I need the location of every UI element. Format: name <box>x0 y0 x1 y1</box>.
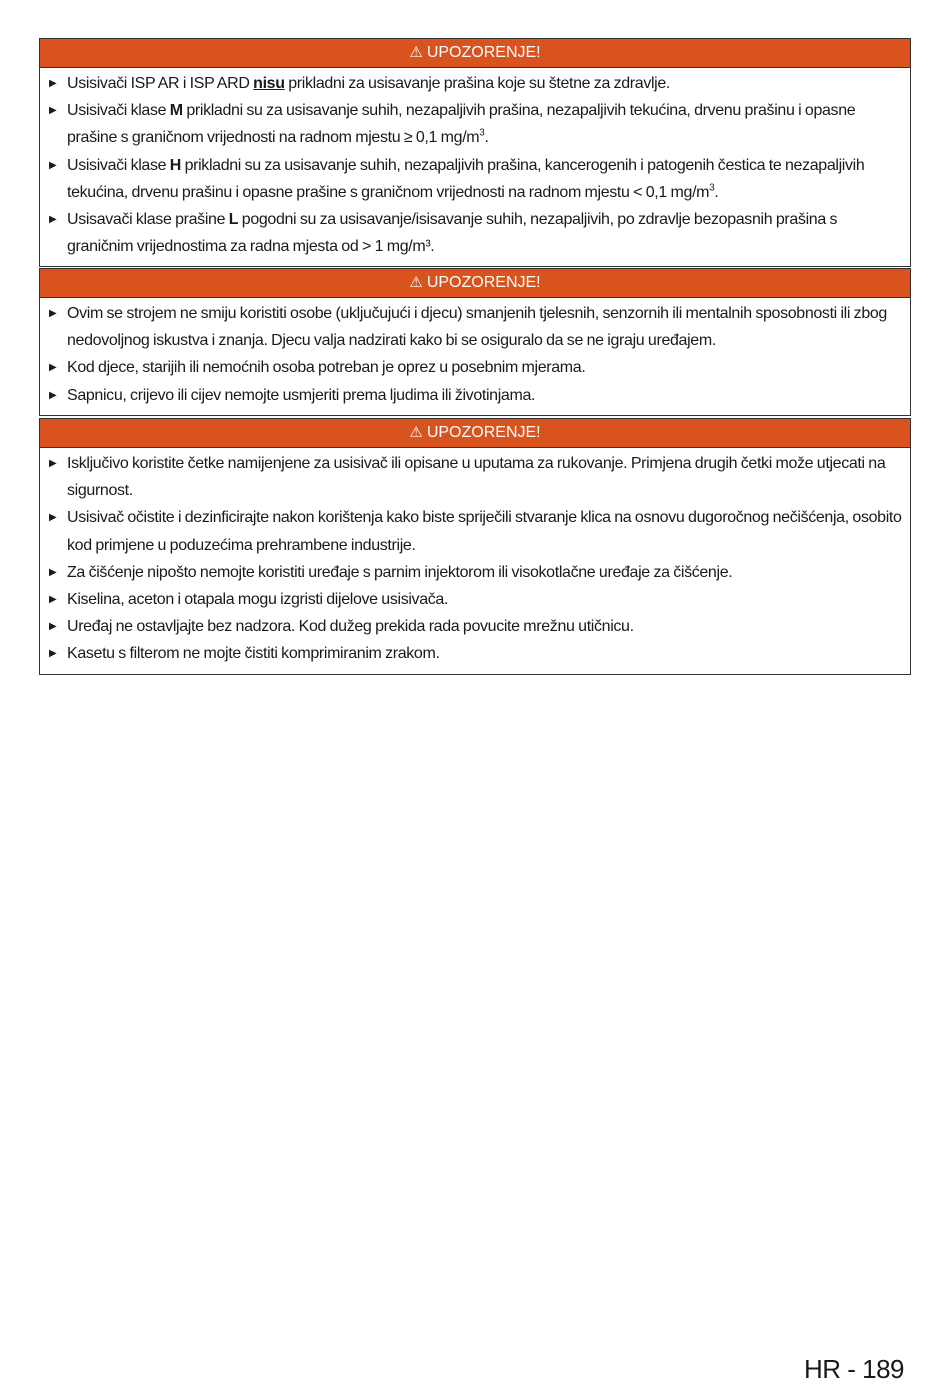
warning-header <box>40 39 910 68</box>
list-item <box>48 586 902 613</box>
item-text: Kiselina, aceton i otapala mogu izgristi dijelove usisivača. <box>67 591 449 609</box>
item-superscript: 3 <box>709 182 715 194</box>
list-item <box>48 559 902 586</box>
bullet-arrow-icon: ▶ <box>49 362 57 374</box>
warning-header <box>40 419 910 448</box>
item-text: prikladni su za usisavanje suhih, nezapaljivih prašina, nezapaljivih tekućina, drvenu prašinu i opasne prašine s graničnom vrijednosti na radnom mjestu ≥ 0,1 mg/m <box>67 102 856 147</box>
list-item <box>48 152 902 206</box>
item-text: pogodni su za usisavanje/isisavanje suhih, nezapaljivih, po zdravlje bezopasnih prašina s graničnim vrijednostima za radna mjesta od > 1 mg/m³. <box>67 211 838 256</box>
list-item <box>48 640 902 667</box>
bullet-arrow-icon: ▶ <box>49 566 57 578</box>
warning-triangle-icon: ⚠ <box>409 44 423 61</box>
list-item <box>48 70 902 97</box>
warning-header-label: UPOZORENJE! <box>426 424 541 441</box>
item-text: . <box>484 129 489 147</box>
item-text: Sapnicu, crijevo ili cijev nemojte usmjeriti prema ljudima ili životinjama. <box>67 386 536 404</box>
bullet-arrow-icon: ▶ <box>49 308 57 319</box>
warning-list <box>40 68 910 266</box>
list-item <box>48 450 902 504</box>
bullet-arrow-icon: ▶ <box>49 78 57 89</box>
bullet-arrow-icon: ▶ <box>49 214 57 226</box>
item-text: Usisivač očistite i dezinficirajte nakon korištenja kako biste spriječili stvaranje klica na osnovu dugoročnog nečišćenja, osobito kod primjene u poduzećima prehrambene industrije. <box>67 509 902 554</box>
item-text: Usisivači klase <box>67 156 170 174</box>
bullet-arrow-icon: ▶ <box>49 159 57 171</box>
bullet-arrow-icon: ▶ <box>49 594 57 606</box>
item-text: . <box>714 183 719 201</box>
item-text: Usisivači ISP AR i ISP ARD <box>67 75 254 92</box>
bullet-arrow-icon: ▶ <box>49 648 57 660</box>
warning-header-label: UPOZORENJE! <box>426 274 541 291</box>
item-text: Uređaj ne ostavljajte bez nadzora. Kod dužeg prekida rada povucite mrežnu utičnicu. <box>67 618 634 636</box>
item-text: Kasetu s filterom ne mojte čistiti komprimiranim zrakom. <box>67 645 440 663</box>
list-item <box>48 504 902 558</box>
item-text: Ovim se strojem ne smiju koristiti osobe (uključujući i djecu) smanjenih tjelesnih, senzornih ili mentalnih sposobnosti ili zbog nedovoljnog iskustva i znanja. Djecu valja nadzirati kako bi se osiguralo da se ne igraju uređajem. <box>67 305 887 350</box>
item-class-letter: H <box>169 156 181 174</box>
list-item <box>48 300 902 354</box>
item-text: Usisivači klase <box>67 102 170 120</box>
warning-list <box>40 448 910 674</box>
warning-header-label: UPOZORENJE! <box>426 44 541 61</box>
item-class-letter: M <box>169 102 183 120</box>
list-item <box>48 354 902 381</box>
warning-box-1 <box>39 38 911 267</box>
bullet-arrow-icon: ▶ <box>49 458 57 469</box>
bullet-arrow-icon: ▶ <box>49 105 57 117</box>
list-item <box>48 382 902 409</box>
item-superscript: 3 <box>479 128 485 140</box>
warning-box-3 <box>39 418 911 675</box>
bullet-arrow-icon: ▶ <box>49 389 57 401</box>
page-number: HR - 189 <box>803 1354 904 1384</box>
item-text: prikladni su za usisavanje suhih, nezapaljivih prašina, kancerogenih i patogenih čestica te nezapaljivih tekućina, drvenu prašinu i opasne prašine s graničnom vrijednosti na radnom mjestu < 0,1 mg/m <box>67 156 865 201</box>
warning-triangle-icon: ⚠ <box>409 424 423 441</box>
list-item <box>48 613 902 640</box>
warning-triangle-icon: ⚠ <box>409 274 423 291</box>
item-emphasis: nisu <box>253 75 285 92</box>
warning-box-2 <box>39 268 911 416</box>
item-class-letter: L <box>228 211 239 229</box>
item-text: Usisavači klase prašine <box>67 211 229 229</box>
warning-list <box>40 298 910 415</box>
warning-header <box>40 269 910 298</box>
item-text: Za čišćenje nipošto nemojte koristiti uređaje s parnim injektorom ili visokotlačne uređaje za čišćenje. <box>67 563 733 581</box>
item-text: Isključivo koristite četke namijenjene za usisivač ili opisane u uputama za rukovanje. Primjena drugih četki može utjecati na sigurnost. <box>67 455 886 500</box>
bullet-arrow-icon: ▶ <box>49 512 57 524</box>
list-item <box>48 206 902 260</box>
list-item <box>48 97 902 151</box>
item-text: Kod djece, starijih ili nemoćnih osoba potreban je oprez u posebnim mjerama. <box>67 359 586 377</box>
bullet-arrow-icon: ▶ <box>49 621 57 633</box>
item-text: prikladni za usisavanje prašina koje su štetne za zdravlje. <box>284 75 671 92</box>
